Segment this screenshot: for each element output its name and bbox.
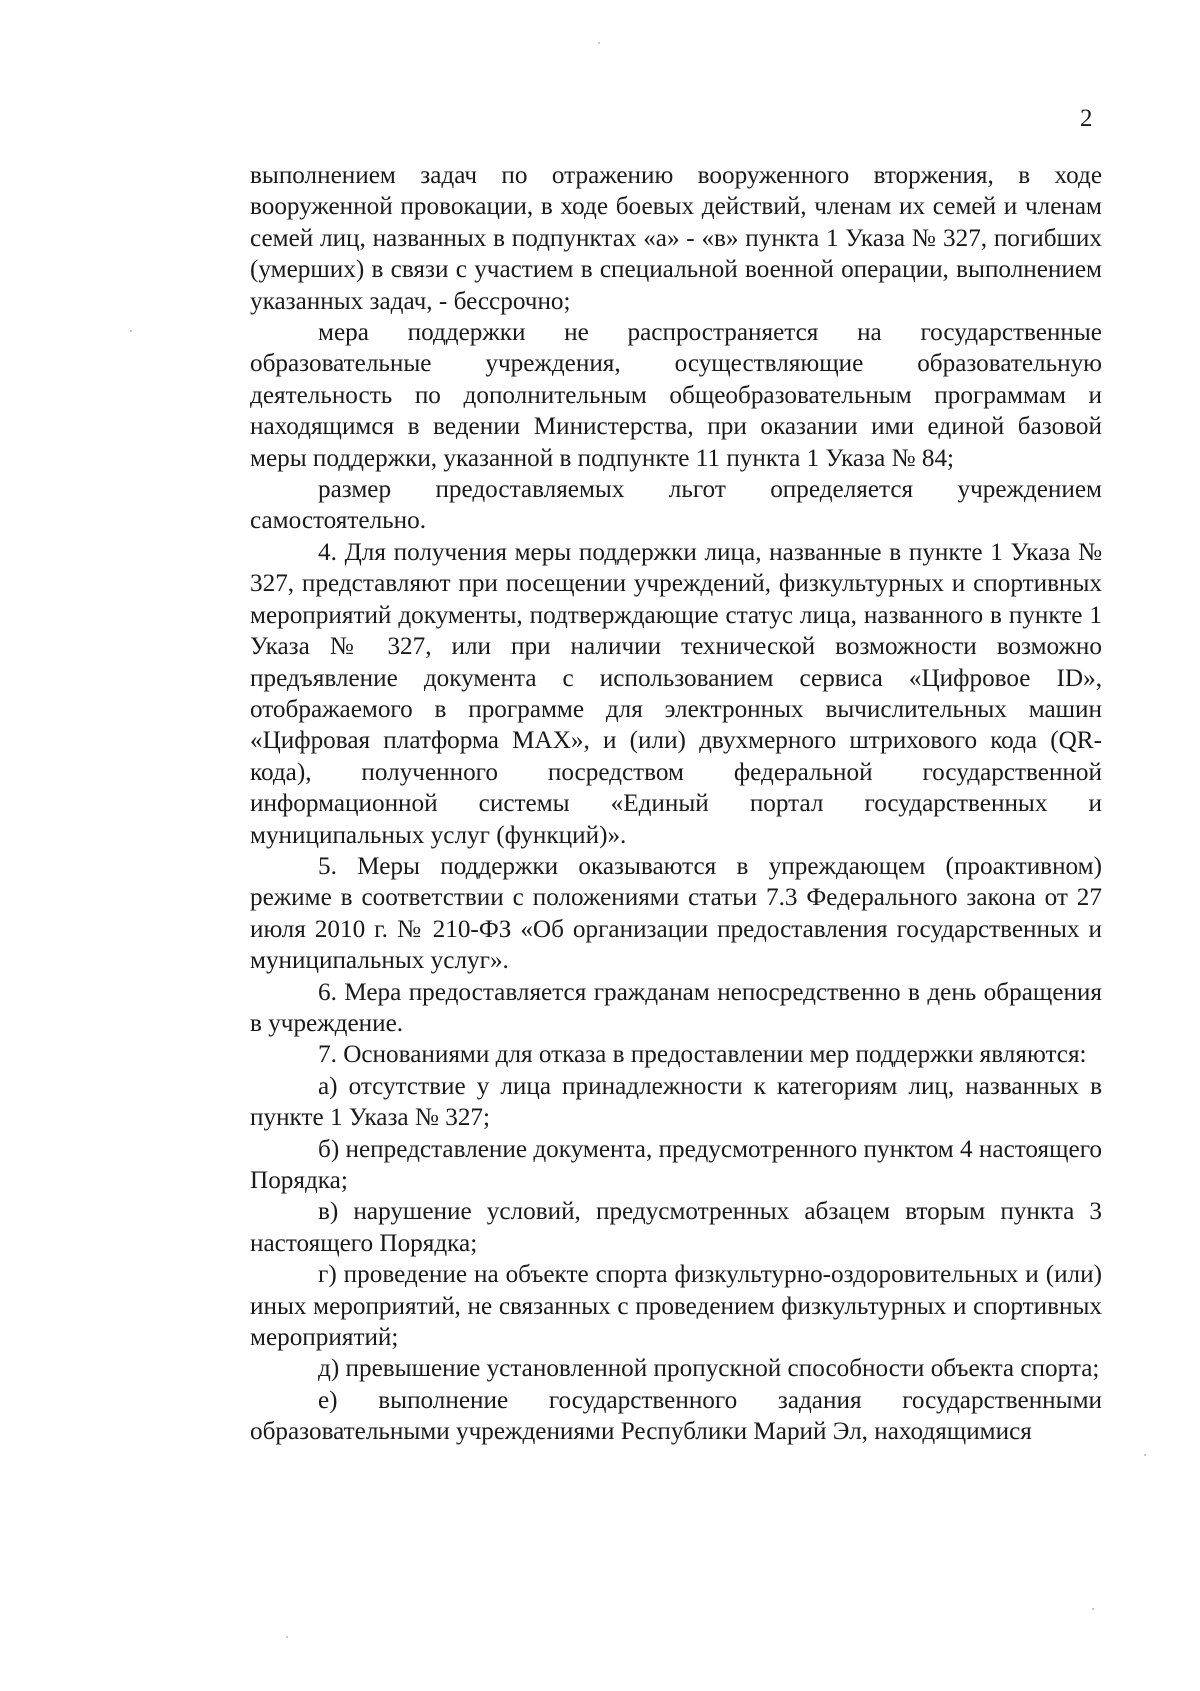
paragraph-item-4: 4. Для получения меры поддержки лица, названные в пункте 1 Указа № 327, представляют при посещении учреждений, физкультурных и спортивных мероприятий документы, подтверждающие статус лица, названного в пункте 1 Указа № 327, или при наличии технической возможности возможно предъявление документа с использованием сервиса «Цифровое ID», отображаемого в программе для электронных вычислительных машин «Цифровая платформа MAX», и (или) двухмерного штрихового кода (QR-кода), полученного посредством федеральной государственной информационной системы «Единый портал государственных и муниципальных услуг (функций)». [250, 538, 1102, 849]
scan-speck [286, 1636, 288, 1638]
page-number: 2 [1080, 105, 1093, 132]
paragraph-subitem-v: в) нарушение условий, предусмотренных абзацем вторым пункта 3 настоящего Порядка; [250, 1198, 1102, 1257]
scan-speck [1144, 1454, 1146, 1456]
paragraph-subitem-d: д) превышение установленной пропускной способности объекта спорта; [318, 1355, 1100, 1383]
paragraph-item-7: 7. Основаниями для отказа в предоставлении мер поддержки являются: [318, 1041, 1087, 1069]
scan-speck [1092, 1608, 1094, 1610]
scan-speck [130, 330, 132, 332]
paragraph-support-exclusion: мера поддержки не распространяется на государственные образовательные учреждения, осуществляющие образовательную деятельность по дополнительным общеобразовательным программам и находящимся в ведении Министерства, при оказании ими единой базовой меры поддержки, указанной в подпункте 11 пункта 1 Указа № 84; [250, 319, 1102, 472]
paragraph-subitem-a: а) отсутствие у лица принадлежности к категориям лиц, названных в пункте 1 Указа № 327; [250, 1072, 1102, 1132]
paragraph-item-5: 5. Меры поддержки оказываются в упреждающем (проактивном) режиме в соответствии с положениями статьи 7.3 Федерального закона от 27 июля 2010 г. № 210-ФЗ «Об организации предоставления государственных и муниципальных услуг». [250, 852, 1102, 975]
scan-speck [598, 42, 600, 44]
paragraph-continuation: выполнением задач по отражению вооруженного вторжения, в ходе вооруженной провокации, в ходе боевых действий, членам их семей и членам семей лиц, названных в подпунктах «а» - «в» пункта 1 Указа № 327, погибших (умерших) в связи с участием в специальной военной операции, выполнением указанных задач, - бессрочно; [250, 162, 1102, 315]
paragraph-item-6: 6. Мера предоставляется гражданам непосредственно в день обращения в учреждение. [250, 978, 1102, 1037]
paragraph-subitem-g: г) проведение на объекте спорта физкультурно-оздоровительных и (или) иных мероприятий, не связанных с проведением физкультурных и спортивных мероприятий; [250, 1261, 1102, 1352]
paragraph-subitem-b: б) непредставление документа, предусмотренного пунктом 4 настоящего Порядка; [250, 1135, 1102, 1194]
paragraph-subitem-e: е) выполнение государственного задания государственными образовательными учреждениями Республики Марий Эл, находящимися [250, 1386, 1102, 1446]
document-body [250, 160, 1102, 1448]
paragraph-benefit-size: размер предоставляемых льгот определяется учреждением самостоятельно. [250, 476, 1102, 535]
